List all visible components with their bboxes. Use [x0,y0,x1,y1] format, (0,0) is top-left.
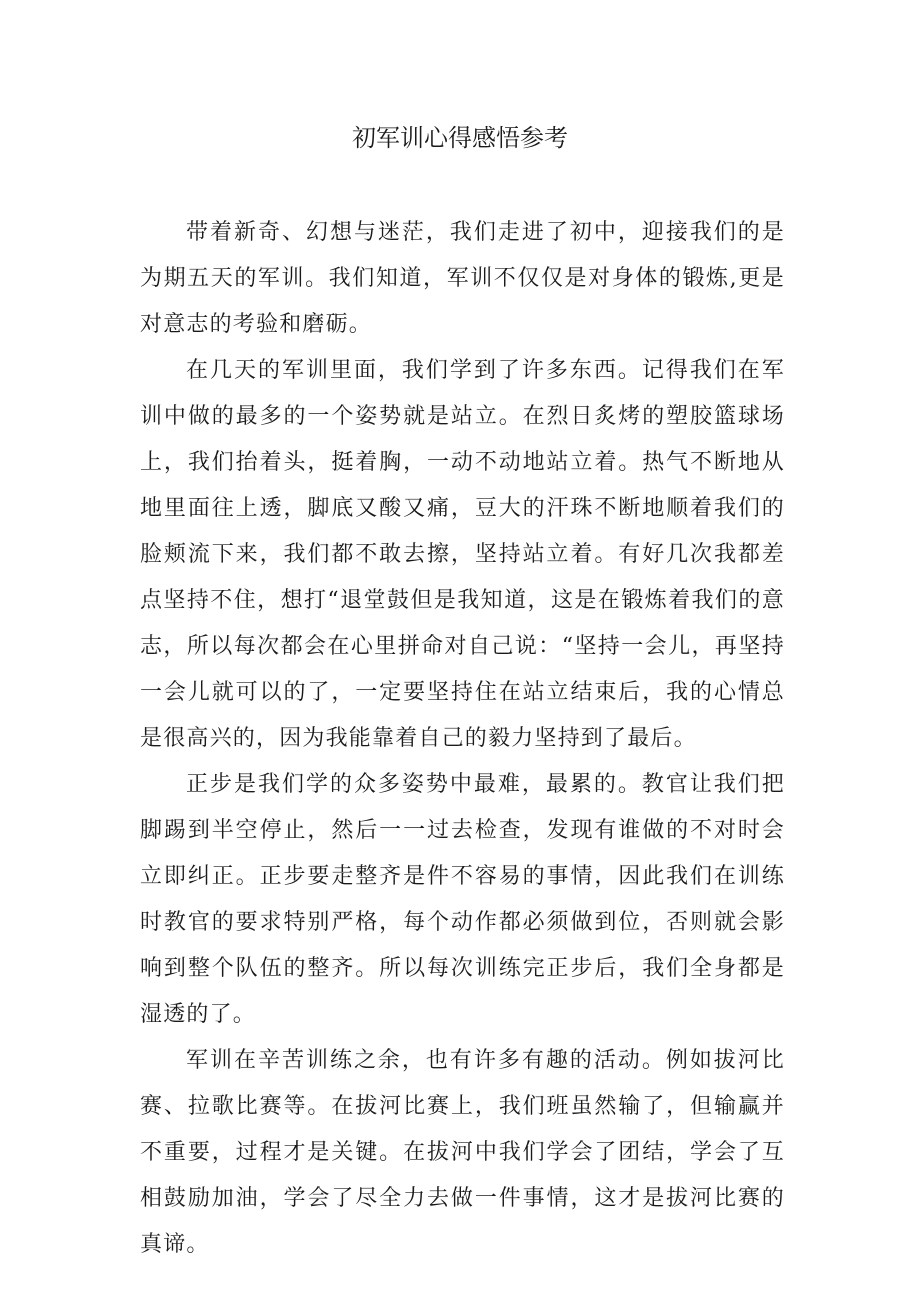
document-body [140,210,785,1268]
paragraph-3: 正步是我们学的众多姿势中最难，最累的。教官让我们把脚踢到半空停止，然后一一过去检查，发现有谁做的不对时会立即纠正。正步要走整齐是件不容易的事情，因此我们在训练时教官的要求特别严格，每个动作都必须做到位，否则就会影响到整个队伍的整齐。所以每次训练完正步后，我们全身都是湿透的了。 [140,772,785,1027]
paragraph-2: 在几天的军训里面，我们学到了许多东西。记得我们在军训中做的最多的一个姿势就是站立。在烈日炙烤的塑胶篮球场上，我们抬着头，挺着胸，一动不动地站立着。热气不断地从地里面往上透，脚底又酸又痛，豆大的汗珠不断地顺着我们的脸颊流下来，我们都不敢去擦，坚持站立着。有好几次我都差点坚持不住，想打“退堂鼓但是我知道，这是在锻炼着我们的意志，所以每次都会在心里拼命对自己说：“坚持一会儿，再坚持一会儿就可以的了，一定要坚持住在站立结束后，我的心情总是很高兴的，因为我能靠着自己的毅力坚持到了最后。 [140,358,785,751]
paragraph-4: 军训在辛苦训练之余，也有许多有趣的活动。例如拔河比赛、拉歌比赛等。在拔河比赛上，我们班虽然输了，但输赢并不重要，过程才是关键。在拔河中我们学会了团结，学会了互相鼓励加油，学会了尽全力去做一件事情，这才是拔河比赛的真谛。 [140,1048,785,1257]
paragraph-1: 带着新奇、幻想与迷茫，我们走进了初中，迎接我们的是为期五天的军训。我们知道，军训不仅仅是对身体的锻炼,更是对意志的考验和磨砺。 [140,220,785,337]
document-title: 初军训心得感悟参考 [352,124,568,152]
